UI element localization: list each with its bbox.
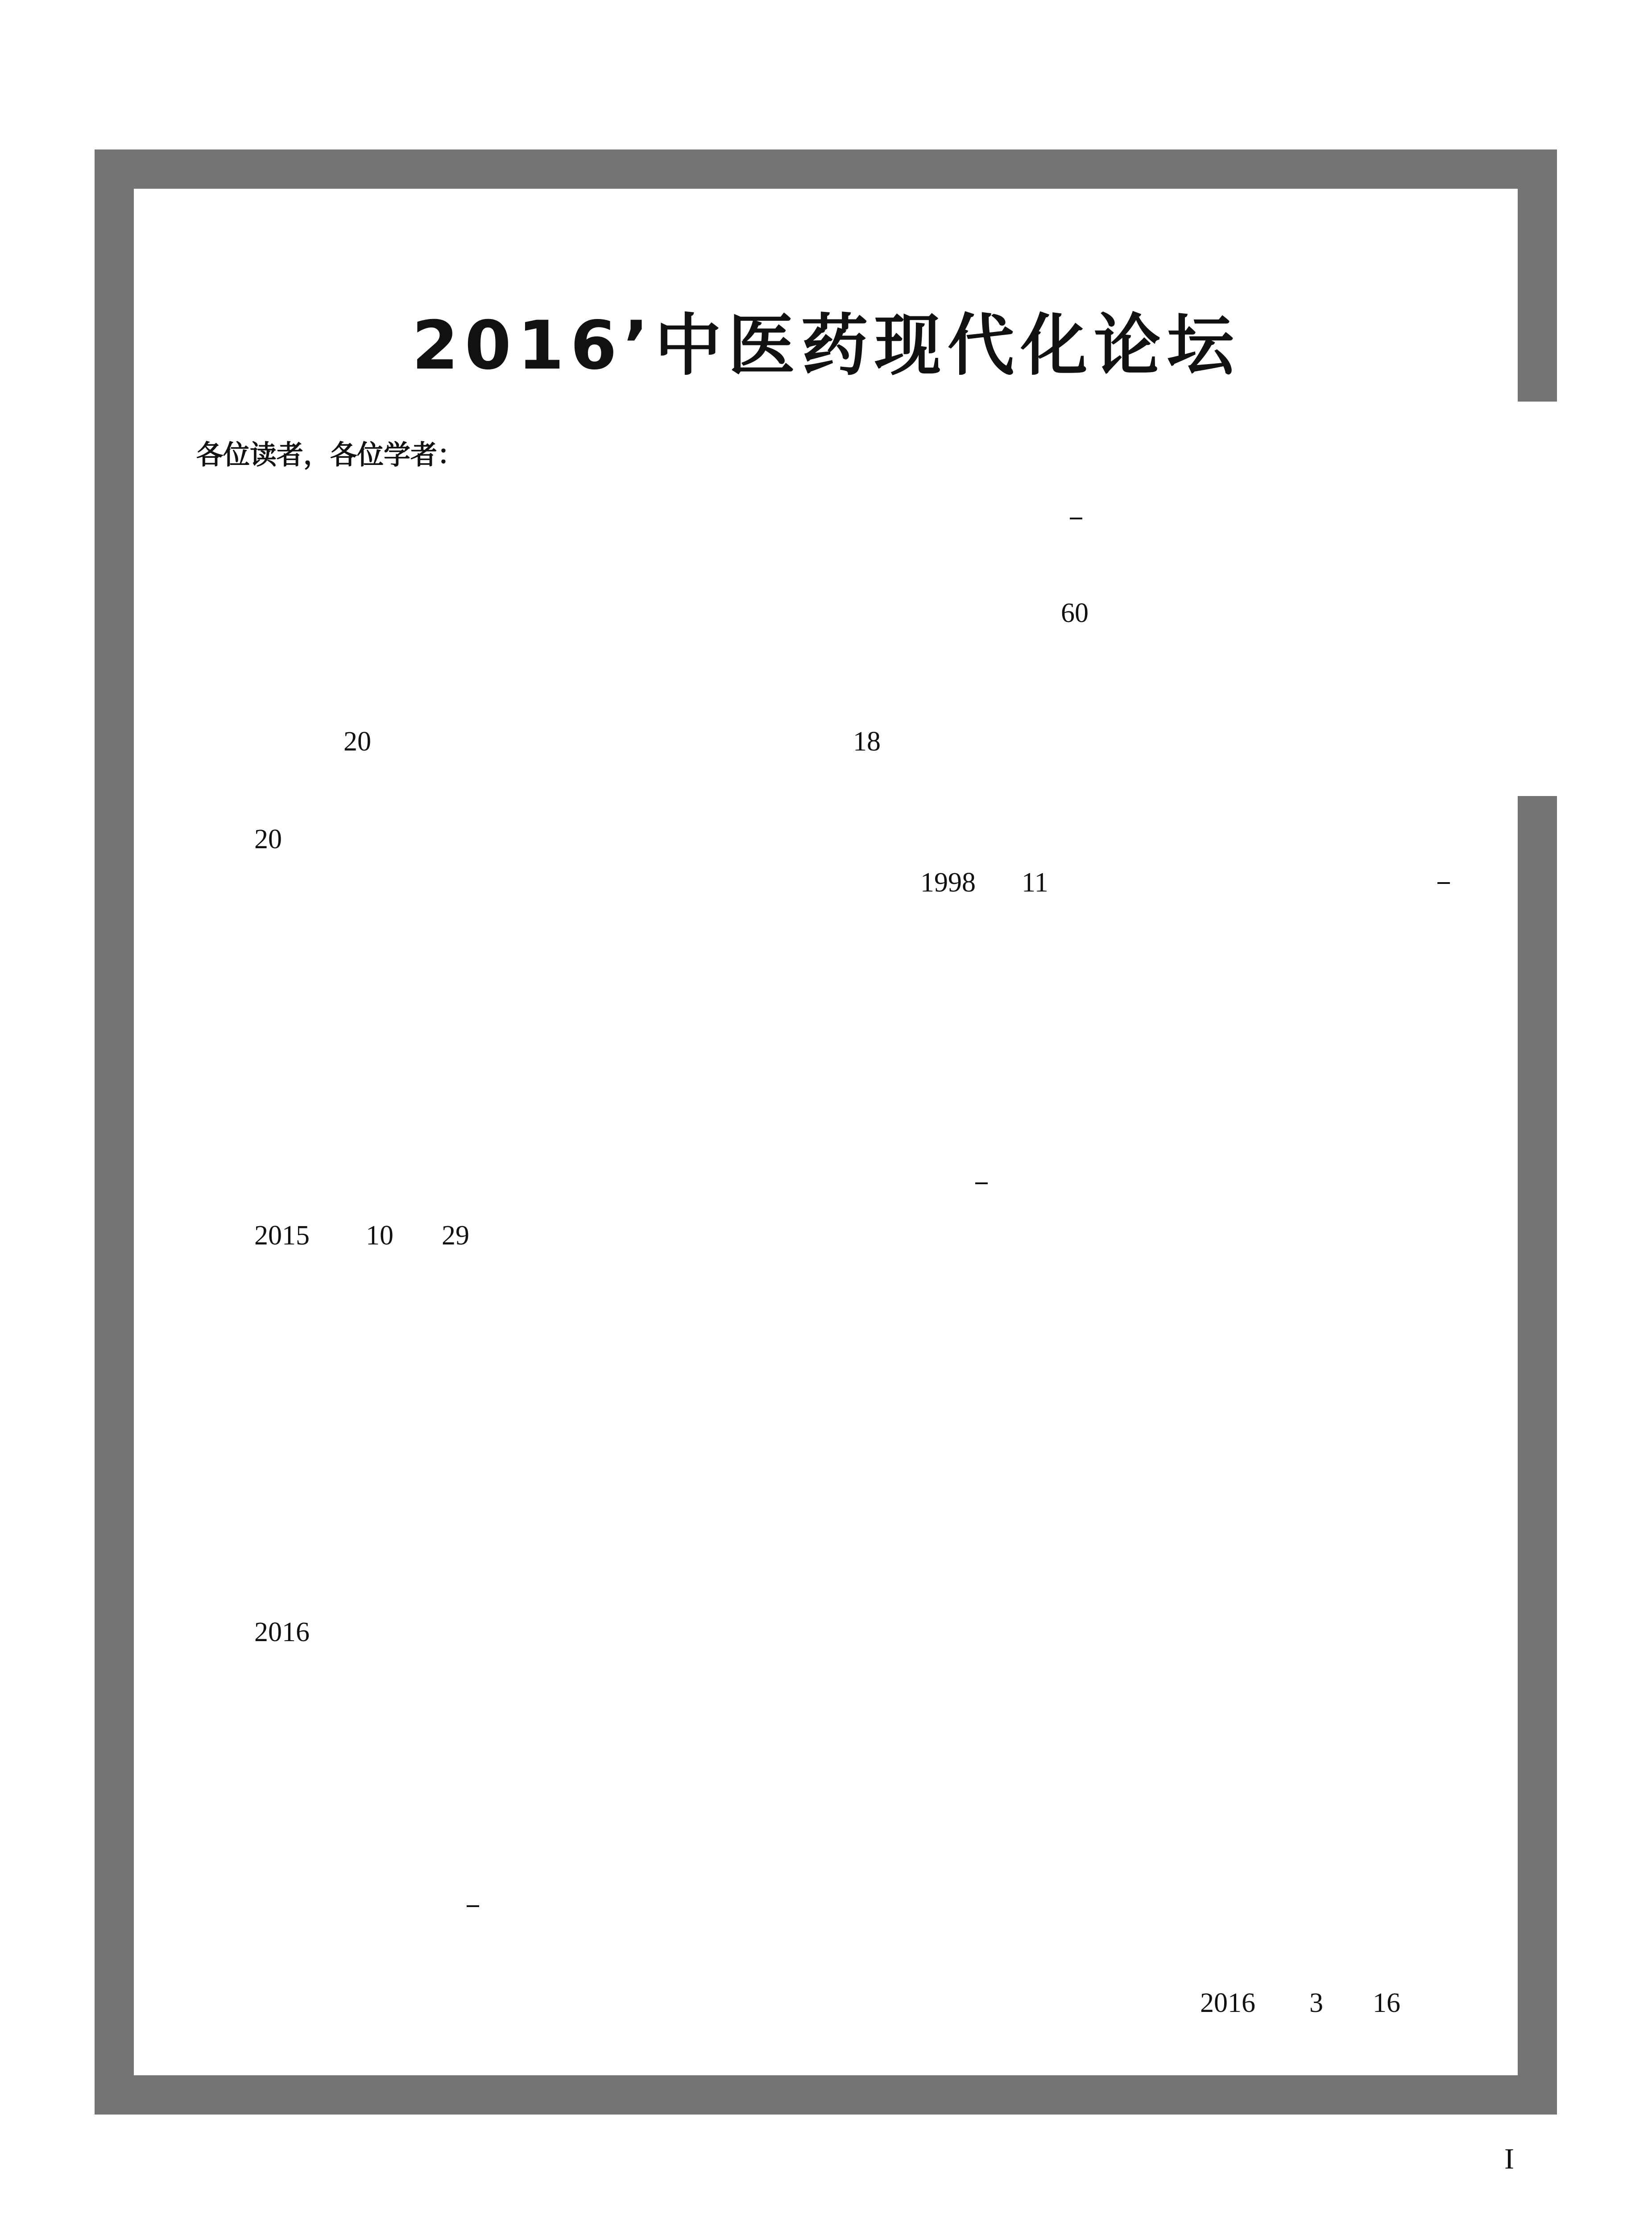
signature-date-day: 16 <box>1373 1988 1400 2018</box>
text-fragment: 1998 <box>920 867 976 898</box>
text-fragment: 2016 <box>254 1617 310 1647</box>
signature-date-year: 2016 <box>1200 1988 1255 2018</box>
text-fragment: 10 <box>366 1220 393 1251</box>
dash-mark <box>467 1905 479 1907</box>
text-fragment: 20 <box>344 726 371 757</box>
dash-mark <box>1437 882 1450 884</box>
frame-right-gap <box>1517 402 1558 796</box>
dash-mark <box>975 1182 988 1184</box>
dash-mark <box>1070 518 1082 519</box>
page-title: 2016’中医药现代化论坛 <box>412 307 1240 385</box>
text-fragment: 11 <box>1022 867 1048 898</box>
signature-date-month: 3 <box>1309 1988 1323 2018</box>
text-fragment: 18 <box>853 726 881 757</box>
page-number: I <box>1504 2143 1514 2175</box>
text-fragment: 60 <box>1061 598 1089 628</box>
text-fragment: 2015 <box>254 1220 310 1251</box>
text-fragment: 20 <box>254 824 282 854</box>
text-fragment: 29 <box>442 1220 469 1251</box>
salutation: 各位读者，各位学者： <box>196 440 464 471</box>
